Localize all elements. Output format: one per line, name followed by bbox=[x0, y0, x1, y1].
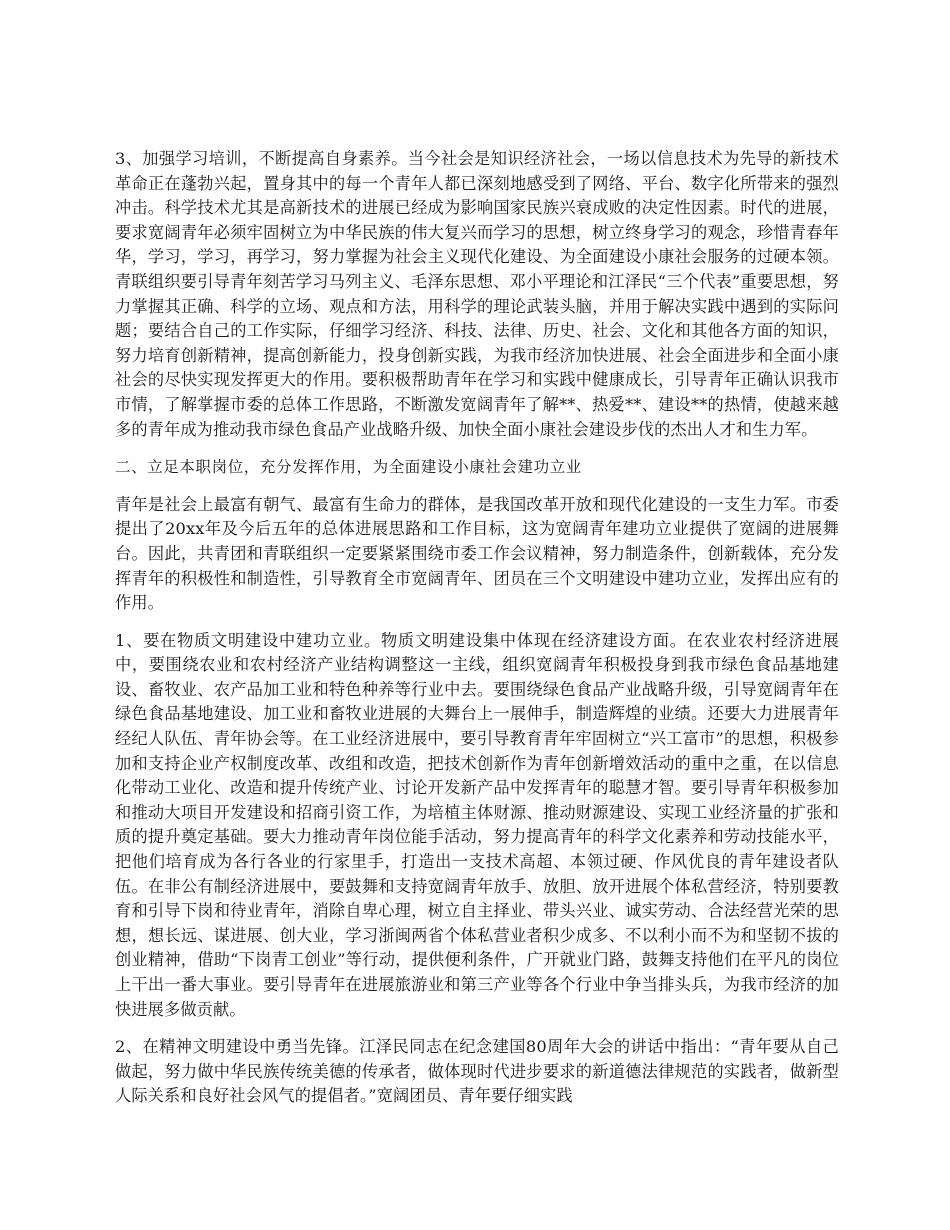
paragraph-material-civilization: 1、要在物质文明建设中建功立业。物质文明建设集中体现在经济建设方面。在农业农村经济进展中，要围绕农业和农村经济产业结构调整这一主线，组织宽阔青年积极投身到我市绿色食品基地建设、畜牧业、农产品加工业和特色种养等行业中去。要围绕绿色食品产业战略升级，引导宽阔青年在绿色食品基地建设、加工业和畜牧业进展的大舞台上一展伸手，制造辉煌的业绩。还要大力进展青年经纪人队伍、青年协会等。在工业经济进展中，要引导教育青年牢固树立“兴工富市”的思想，积极参加和支持企业产权制度改革、改组和改造，把技术创新作为青年创新增效活动的重中之重，在以信息化带动工业化、改造和提升传统产业、讨论开发新产品中发挥青年的聪慧才智。要引导青年积极参加和推动大项目开发建设和招商引资工作，为培植主体财源、推动财源建设、实现工业经济量的扩张和质的提升奠定基础。要大力推动青年岗位能手活动，努力提高青年的科学文化素养和劳动技能水平，把他们培育成为各行各业的行家里手，打造出一支技术高超、本领过硬、作风优良的青年建设者队伍。在非公有制经济进展中，要鼓舞和支持宽阔青年放手、放胆、放开进展个体私营经济，特别要教育和引导下岗和待业青年，消除自卑心理，树立自主择业、带头兴业、诚实劳动、合法经营光荣的思想，想长远、谋进展、创大业，学习浙闽两省个体私营业者积少成多、不以利小而不为和坚韧不拔的创业精神，借助“下岗青工创业”等行动，提供便利条件，广开就业门路，鼓舞支持他们在平凡的岗位上干出一番大事业。要引导青年在进展旅游业和第三产业等各个行业中争当排头兵，为我市经济的加快进展多做贡献。 bbox=[115, 630, 839, 1019]
section-heading-two: 二、立足本职岗位，充分发挥作用，为全面建设小康社会建功立业 bbox=[115, 458, 582, 477]
paragraph-spiritual-civilization: 2、在精神文明建设中勇当先锋。江泽民同志在纪念建国80周年大会的讲话中指出：“青年要从自己做起，努力做中华民族传统美德的传承者，做体现时代进步要求的新道德法律规范的实践者，做新型人际关系和良好社会风气的提倡者。”宽阔团员、青年要仔细实践 bbox=[115, 1037, 839, 1106]
paragraph-study-training: 3、加强学习培训，不断提高自身素养。当今社会是知识经济社会，一场以信息技术为先导的新技术革命正在蓬勃兴起，置身其中的每一个青年人都已深刻地感受到了网络、平台、数字化所带来的强烈冲击。科学技术尤其是高新技术的进展已经成为影响国家民族兴衰成败的决定性因素。时代的进展，要求宽阔青年必须牢固树立为中华民族的伟大复兴而学习的思想，树立终身学习的观念，珍惜青春年华，学习，学习，再学习，努力掌握为社会主义现代化建设、为全面建设小康社会服务的过硬本领。青联组织要引导青年刻苦学习马列主义、毛泽东思想、邓小平理论和江泽民“三个代表”重要思想，努力掌握其正确、科学的立场、观点和方法，用科学的理论武装头脑，并用于解决实践中遇到的实际问题；要结合自己的工作实际，仔细学习经济、科技、法律、历史、社会、文化和其他各方面的知识，努力培育创新精神，提高创新能力，投身创新实践，为我市经济加快进展、社会全面进步和全面小康社会的尽快实现发挥更大的作用。要积极帮助青年在学习和实践中健康成长，引导青年正确认识我市市情，了解掌握市委的总体工作思路，不断激发宽阔青年了解**、热爱**、建设**的热情，使越来越多的青年成为推动我市绿色食品产业战略升级、加快全面小康社会建设步伐的杰出人才和生力军。 bbox=[115, 149, 839, 439]
document-page bbox=[115, 147, 839, 1122]
paragraph-youth-force: 青年是社会上最富有朝气、最富有生命力的群体，是我国改革开放和现代化建设的一支生力军。市委提出了20xx年及今后五年的总体进展思路和工作目标，这为宽阔青年建功立业提供了宽阔的进展舞台。因此，共青团和青联组织一定要紧紧围绕市委工作会议精神，努力制造条件，创新载体，充分发挥青年的积极性和制造性，引导教育全市宽阔青年、团员在三个文明建设中建功立业，发挥出应有的作用。 bbox=[115, 494, 839, 613]
